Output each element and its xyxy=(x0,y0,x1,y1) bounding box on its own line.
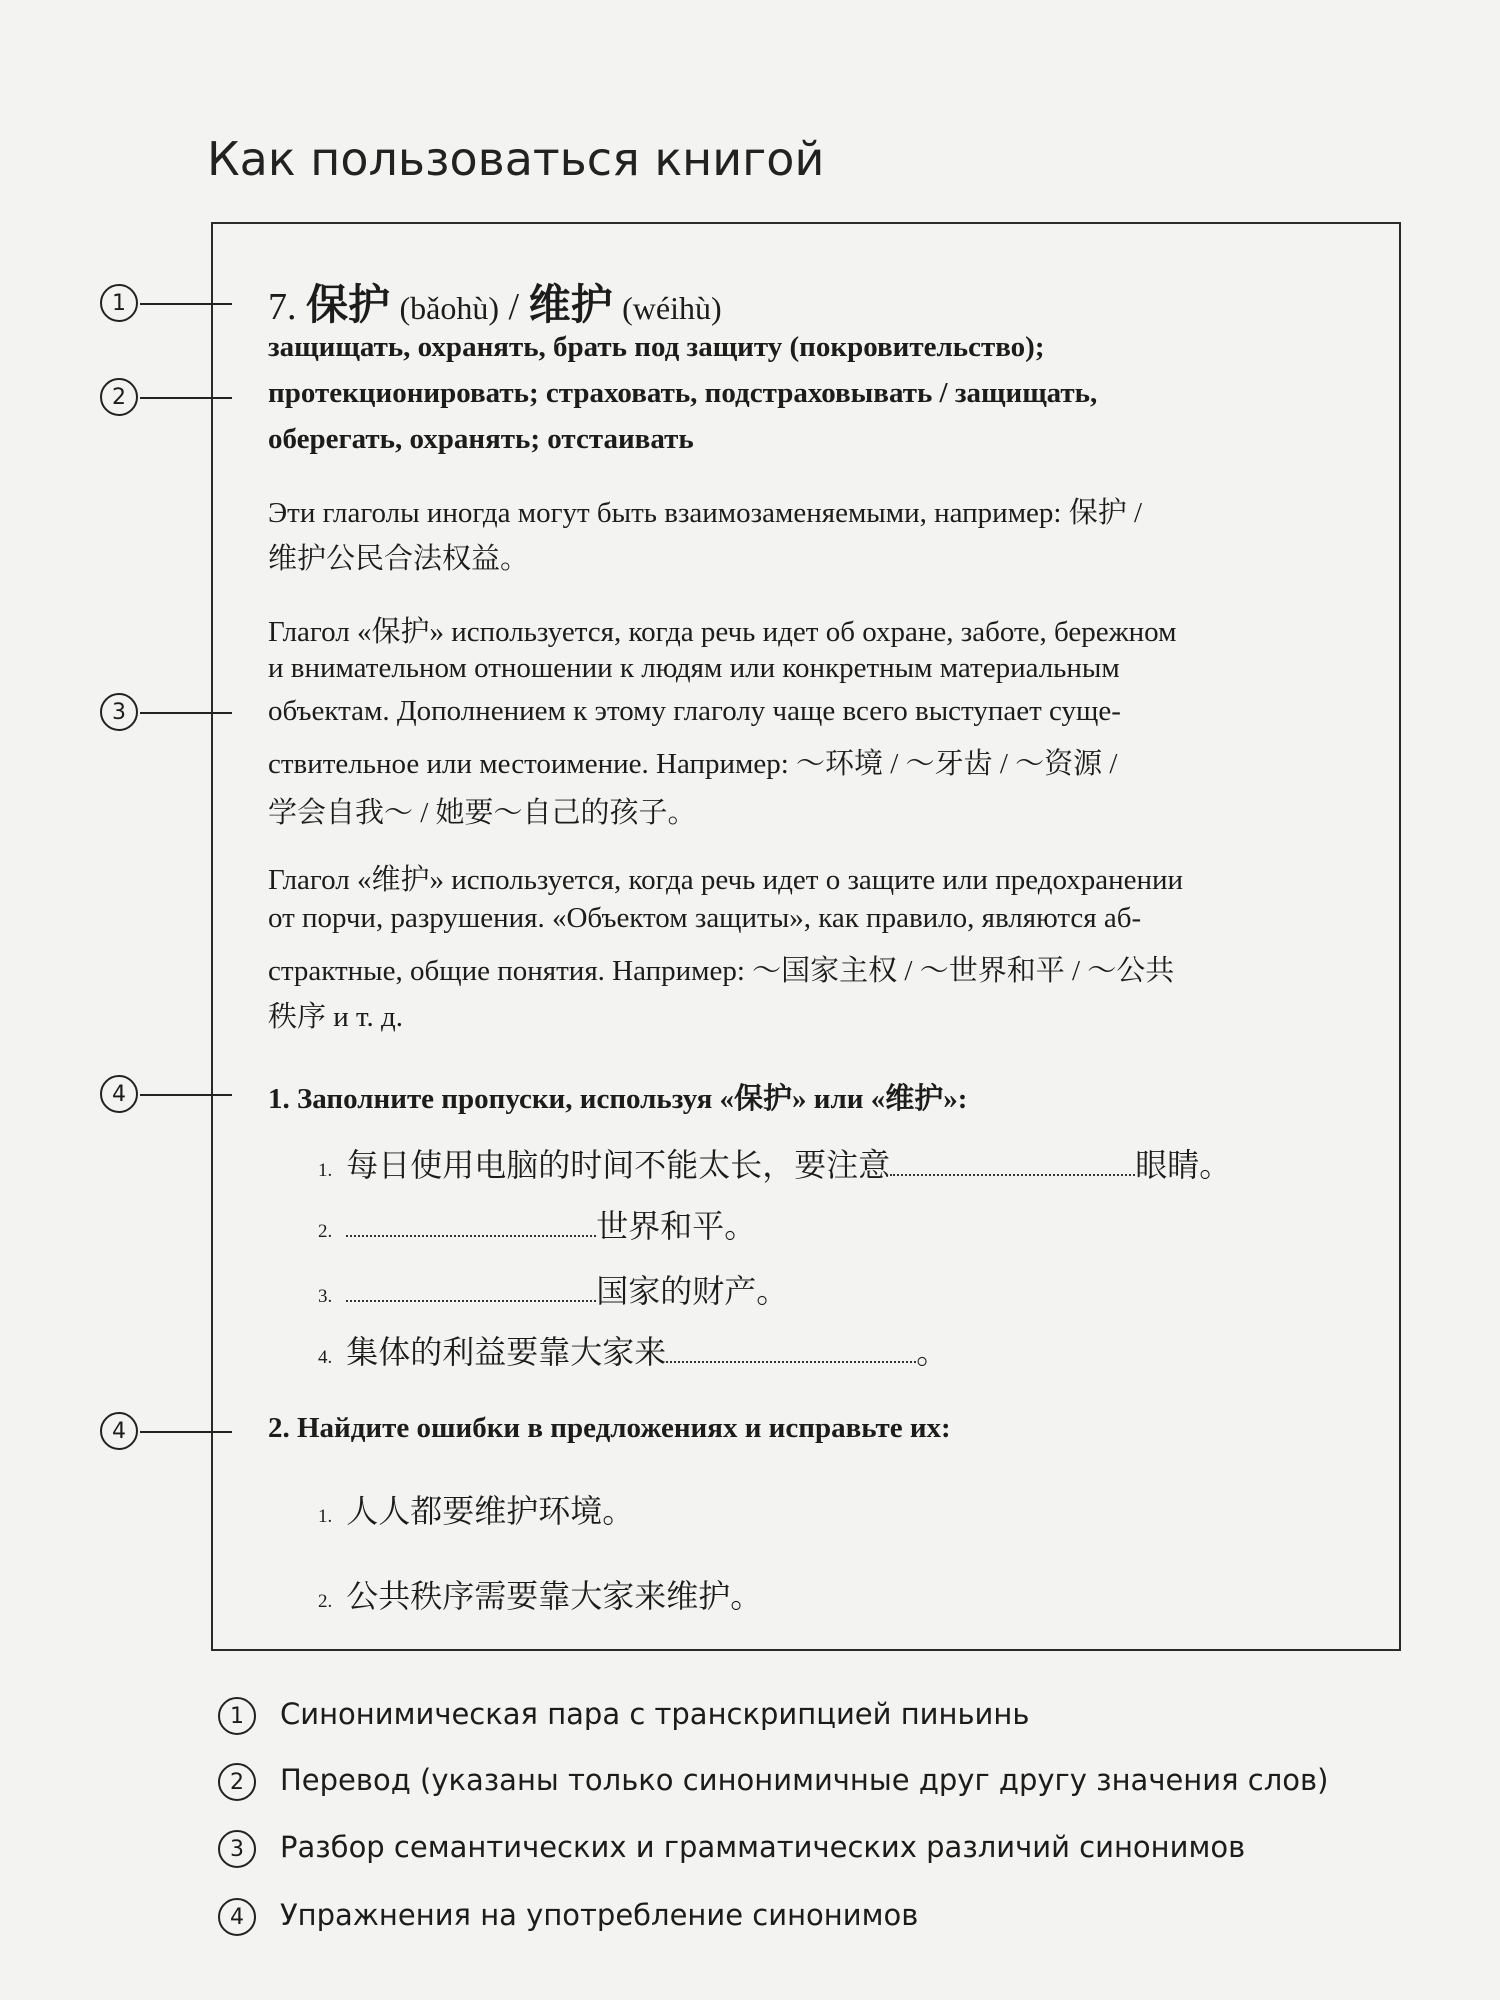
marker-1: 1 xyxy=(100,284,138,322)
exercise-1-item: 3. 国家的财产。 xyxy=(318,1273,789,1309)
fill-blank[interactable] xyxy=(346,1299,596,1302)
marker-2: 2 xyxy=(100,378,138,416)
para2-line: 学会自我～ / 她要～自己的孩子。 xyxy=(268,797,697,829)
pinyin-2: (wéihù) xyxy=(622,290,722,326)
legend-marker-1: 1 xyxy=(218,1697,256,1735)
fill-blank[interactable] xyxy=(890,1173,1135,1176)
legend-marker-2: 2 xyxy=(218,1763,256,1801)
slash: / xyxy=(508,286,520,328)
exercise-1-item: 2. 世界和平。 xyxy=(318,1208,757,1244)
marker-4: 4 xyxy=(100,1075,138,1113)
marker-leader-line xyxy=(140,712,232,714)
translation-line: защищать, охранять, брать под защиту (покровительство); xyxy=(268,331,1045,363)
legend-marker-3: 3 xyxy=(218,1830,256,1868)
word-2: 维护 xyxy=(528,283,613,329)
fill-blank[interactable] xyxy=(666,1360,916,1363)
exercise-1-item: 1. 每日使用电脑的时间不能太长，要注意 眼睛。 xyxy=(318,1147,1232,1183)
para3-line: 秩序 и т. д. xyxy=(268,1001,404,1033)
exercise-1-title: 1. Заполните пропуски, используя «保护» или «维护»: xyxy=(268,1083,968,1115)
exercise-2-title: 2. Найдите ошибки в предложениях и исправьте их: xyxy=(268,1412,951,1444)
marker-leader-line xyxy=(140,303,232,305)
marker-leader-line xyxy=(140,1094,232,1096)
entry-number: 7. xyxy=(268,286,297,328)
marker-leader-line xyxy=(140,1431,232,1433)
marker-3: 3 xyxy=(100,693,138,731)
para2-line: Глагол «保护» используется, когда речь идет об охране, заботе, бережном xyxy=(268,616,1177,648)
para3-line: Глагол «维护» используется, когда речь идет о защите или предохранении xyxy=(268,864,1184,896)
translation-line: протекционировать; страховать, подстраховывать / защищать, xyxy=(268,377,1098,409)
pinyin-1: (bǎohù) xyxy=(399,290,500,326)
legend-marker-4: 4 xyxy=(218,1898,256,1936)
fill-blank[interactable] xyxy=(346,1234,596,1237)
entry-heading xyxy=(268,272,722,332)
legend-text: Упражнения на употребление синонимов xyxy=(280,1898,919,1932)
legend-text: Синонимическая пара с транскрипцией пиньинь xyxy=(280,1697,1030,1731)
page-title: Как пользоваться книгой xyxy=(207,132,825,186)
legend-text: Разбор семантических и грамматических различий синонимов xyxy=(280,1830,1246,1864)
exercise-1-item: 4. 集体的利益要靠大家来 。 xyxy=(318,1334,949,1370)
translation-line: оберегать, охранять; отстаивать xyxy=(268,423,694,455)
word-1: 保护 xyxy=(306,283,391,329)
para2-line: объектам. Дополнением к этому глаголу чаще всего выступает суще- xyxy=(268,695,1121,727)
exercise-2-item: 1. 人人都要维护环境。 xyxy=(318,1493,635,1529)
para1-line: Эти глаголы иногда могут быть взаимозаменяемыми, например: 保护 / xyxy=(268,497,1143,529)
marker-leader-line xyxy=(140,397,232,399)
marker-4b: 4 xyxy=(100,1412,138,1450)
para2-line: ствительное или местоимение. Например: ～环境 / ～牙齿 / ～资源 / xyxy=(268,748,1118,780)
para1-line: 维护公民合法权益。 xyxy=(268,543,530,575)
para2-line: и внимательном отношении к людям или конкретным материальным xyxy=(268,652,1120,684)
legend-text: Перевод (указаны только синонимичные друг другу значения слов) xyxy=(280,1763,1329,1797)
exercise-2-item: 2. 公共秩序需要靠大家来维护。 xyxy=(318,1578,763,1614)
para3-line: страктные, общие понятия. Например: ～国家主权 / ～世界和平 / ～公共 xyxy=(268,955,1175,987)
para3-line: от порчи, разрушения. «Объектом защиты», как правило, являются аб- xyxy=(268,902,1142,934)
